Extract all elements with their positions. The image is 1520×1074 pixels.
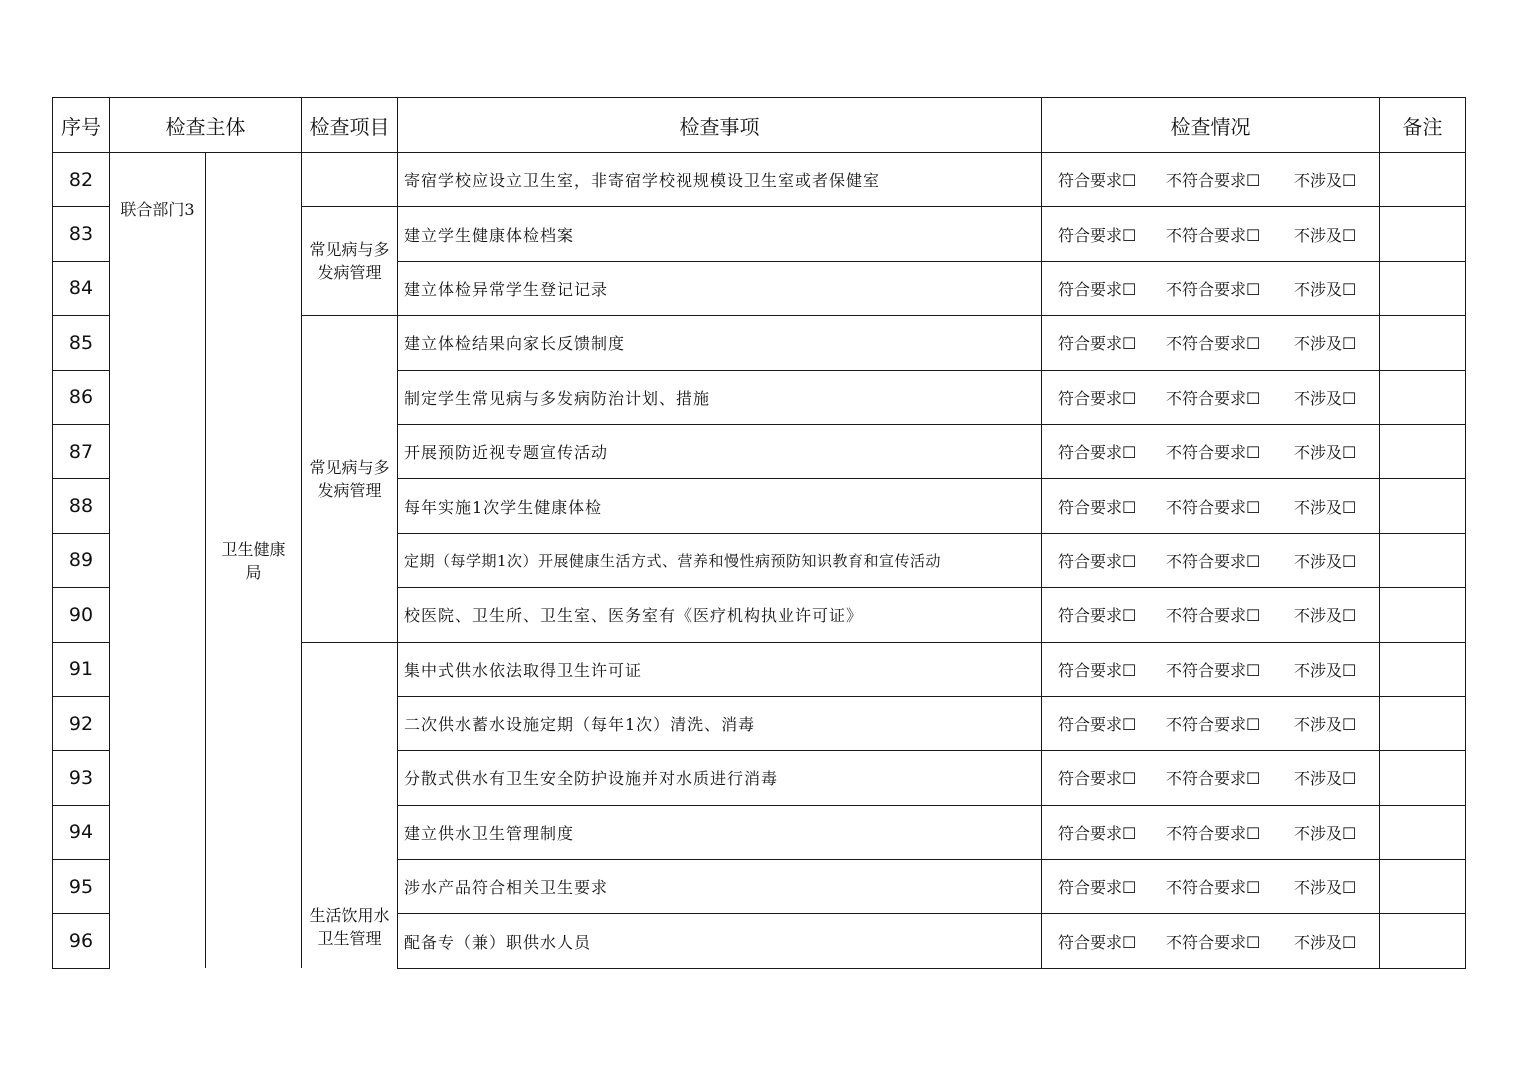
inspection-item: 分散式供水有卫生安全防护设施并对水质进行消毒 xyxy=(398,751,1042,805)
status-na[interactable]: 不涉及☐ xyxy=(1294,769,1357,789)
status-ok[interactable]: 符合要求☐ xyxy=(1058,878,1137,898)
status-na[interactable]: 不涉及☐ xyxy=(1294,497,1357,517)
status-ok[interactable]: 符合要求☐ xyxy=(1058,769,1137,789)
status-not-ok[interactable]: 不符合要求☐ xyxy=(1166,606,1261,626)
inspection-item: 集中式供水依法取得卫生许可证 xyxy=(398,642,1042,696)
header-row xyxy=(53,98,1466,153)
status-ok[interactable]: 符合要求☐ xyxy=(1058,660,1137,680)
status-cell xyxy=(1042,153,1380,207)
project-label: 常见病与多发病管理 xyxy=(302,316,398,642)
header-project: 检查项目 xyxy=(302,98,398,153)
remark-cell[interactable] xyxy=(1380,261,1466,315)
row-number: 82 xyxy=(53,153,110,207)
status-not-ok[interactable]: 不符合要求☐ xyxy=(1166,769,1261,789)
status-not-ok[interactable]: 不符合要求☐ xyxy=(1166,171,1261,191)
status-ok[interactable]: 符合要求☐ xyxy=(1058,823,1137,843)
status-na[interactable]: 不涉及☐ xyxy=(1294,388,1357,408)
project-label: 生活饮用水卫生管理 xyxy=(302,642,398,968)
header-subject: 检查主体 xyxy=(110,98,302,153)
project-label: 常见病与多发病管理 xyxy=(302,207,398,316)
status-not-ok[interactable]: 不符合要求☐ xyxy=(1166,823,1261,843)
status-not-ok[interactable]: 不符合要求☐ xyxy=(1166,497,1261,517)
inspection-item: 二次供水蓄水设施定期（每年1次）清洗、消毒 xyxy=(398,696,1042,750)
status-cell xyxy=(1042,316,1380,370)
inspection-item: 建立体检异常学生登记记录 xyxy=(398,261,1042,315)
status-na[interactable]: 不涉及☐ xyxy=(1294,715,1357,735)
status-ok[interactable]: 符合要求☐ xyxy=(1058,497,1137,517)
inspection-item: 每年实施1次学生健康体检 xyxy=(398,479,1042,533)
inspection-item: 校医院、卫生所、卫生室、医务室有《医疗机构执业许可证》 xyxy=(398,588,1042,642)
status-ok[interactable]: 符合要求☐ xyxy=(1058,334,1137,354)
status-not-ok[interactable]: 不符合要求☐ xyxy=(1166,551,1261,571)
row-number: 86 xyxy=(53,370,110,424)
inspection-table xyxy=(52,97,1466,969)
status-ok[interactable]: 符合要求☐ xyxy=(1058,225,1137,245)
header-seq: 序号 xyxy=(53,98,110,153)
row-number: 90 xyxy=(53,588,110,642)
row-number: 96 xyxy=(53,914,110,968)
status-not-ok[interactable]: 不符合要求☐ xyxy=(1166,932,1261,952)
row-number: 88 xyxy=(53,479,110,533)
remark-cell[interactable] xyxy=(1380,805,1466,859)
inspection-item: 建立供水卫生管理制度 xyxy=(398,805,1042,859)
remark-cell[interactable] xyxy=(1380,479,1466,533)
status-not-ok[interactable]: 不符合要求☐ xyxy=(1166,660,1261,680)
status-cell xyxy=(1042,642,1380,696)
status-ok[interactable]: 符合要求☐ xyxy=(1058,715,1137,735)
remark-cell[interactable] xyxy=(1380,642,1466,696)
header-status: 检查情况 xyxy=(1042,98,1380,153)
row-number: 93 xyxy=(53,751,110,805)
remark-cell[interactable] xyxy=(1380,153,1466,207)
status-not-ok[interactable]: 不符合要求☐ xyxy=(1166,279,1261,299)
status-cell xyxy=(1042,261,1380,315)
header-remark: 备注 xyxy=(1380,98,1466,153)
status-na[interactable]: 不涉及☐ xyxy=(1294,932,1357,952)
remark-cell[interactable] xyxy=(1380,533,1466,587)
status-cell xyxy=(1042,370,1380,424)
row-number: 89 xyxy=(53,533,110,587)
status-cell xyxy=(1042,751,1380,805)
status-na[interactable]: 不涉及☐ xyxy=(1294,443,1357,463)
remark-cell[interactable] xyxy=(1380,860,1466,914)
status-ok[interactable]: 符合要求☐ xyxy=(1058,279,1137,299)
row-number: 87 xyxy=(53,424,110,478)
row-number: 91 xyxy=(53,642,110,696)
remark-cell[interactable] xyxy=(1380,588,1466,642)
status-na[interactable]: 不涉及☐ xyxy=(1294,551,1357,571)
inspection-item: 寄宿学校应设立卫生室，非寄宿学校视规模设卫生室或者保健室 xyxy=(398,153,1042,207)
status-not-ok[interactable]: 不符合要求☐ xyxy=(1166,225,1261,245)
inspection-item: 开展预防近视专题宣传活动 xyxy=(398,424,1042,478)
status-ok[interactable]: 符合要求☐ xyxy=(1058,932,1137,952)
subject-unit: 卫生健康局 xyxy=(206,153,302,969)
status-na[interactable]: 不涉及☐ xyxy=(1294,225,1357,245)
inspection-item: 建立学生健康体检档案 xyxy=(398,207,1042,261)
row-number: 83 xyxy=(53,207,110,261)
inspection-item: 涉水产品符合相关卫生要求 xyxy=(398,860,1042,914)
remark-cell[interactable] xyxy=(1380,696,1466,750)
status-na[interactable]: 不涉及☐ xyxy=(1294,878,1357,898)
header-matter: 检查事项 xyxy=(398,98,1042,153)
inspection-item: 配备专（兼）职供水人员 xyxy=(398,914,1042,968)
status-na[interactable]: 不涉及☐ xyxy=(1294,334,1357,354)
status-na[interactable]: 不涉及☐ xyxy=(1294,171,1357,191)
row-number: 84 xyxy=(53,261,110,315)
status-na[interactable]: 不涉及☐ xyxy=(1294,279,1357,299)
status-cell xyxy=(1042,696,1380,750)
status-na[interactable]: 不涉及☐ xyxy=(1294,606,1357,626)
status-na[interactable]: 不涉及☐ xyxy=(1294,823,1357,843)
status-cell xyxy=(1042,424,1380,478)
status-ok[interactable]: 符合要求☐ xyxy=(1058,443,1137,463)
status-cell xyxy=(1042,914,1380,968)
status-not-ok[interactable]: 不符合要求☐ xyxy=(1166,715,1261,735)
row-number: 92 xyxy=(53,696,110,750)
remark-cell[interactable] xyxy=(1380,370,1466,424)
row-number: 94 xyxy=(53,805,110,859)
status-ok[interactable]: 符合要求☐ xyxy=(1058,388,1137,408)
status-cell xyxy=(1042,479,1380,533)
remark-cell[interactable] xyxy=(1380,424,1466,478)
subject-dept: 联合部门3 xyxy=(110,153,206,969)
project-empty xyxy=(302,153,398,207)
status-cell xyxy=(1042,860,1380,914)
remark-cell[interactable] xyxy=(1380,207,1466,261)
status-cell xyxy=(1042,207,1380,261)
status-ok[interactable]: 符合要求☐ xyxy=(1058,171,1137,191)
row-number: 95 xyxy=(53,860,110,914)
status-cell xyxy=(1042,533,1380,587)
row-number: 85 xyxy=(53,316,110,370)
inspection-item: 制定学生常见病与多发病防治计划、措施 xyxy=(398,370,1042,424)
inspection-item: 定期（每学期1次）开展健康生活方式、营养和慢性病预防知识教育和宣传活动 xyxy=(398,533,1042,587)
status-not-ok[interactable]: 不符合要求☐ xyxy=(1166,443,1261,463)
status-cell xyxy=(1042,588,1380,642)
status-not-ok[interactable]: 不符合要求☐ xyxy=(1166,334,1261,354)
status-not-ok[interactable]: 不符合要求☐ xyxy=(1166,878,1261,898)
status-ok[interactable]: 符合要求☐ xyxy=(1058,606,1137,626)
remark-cell[interactable] xyxy=(1380,914,1466,968)
status-ok[interactable]: 符合要求☐ xyxy=(1058,551,1137,571)
inspection-item: 建立体检结果向家长反馈制度 xyxy=(398,316,1042,370)
remark-cell[interactable] xyxy=(1380,316,1466,370)
status-na[interactable]: 不涉及☐ xyxy=(1294,660,1357,680)
table-row xyxy=(53,153,1466,207)
status-not-ok[interactable]: 不符合要求☐ xyxy=(1166,388,1261,408)
remark-cell[interactable] xyxy=(1380,751,1466,805)
status-cell xyxy=(1042,805,1380,859)
